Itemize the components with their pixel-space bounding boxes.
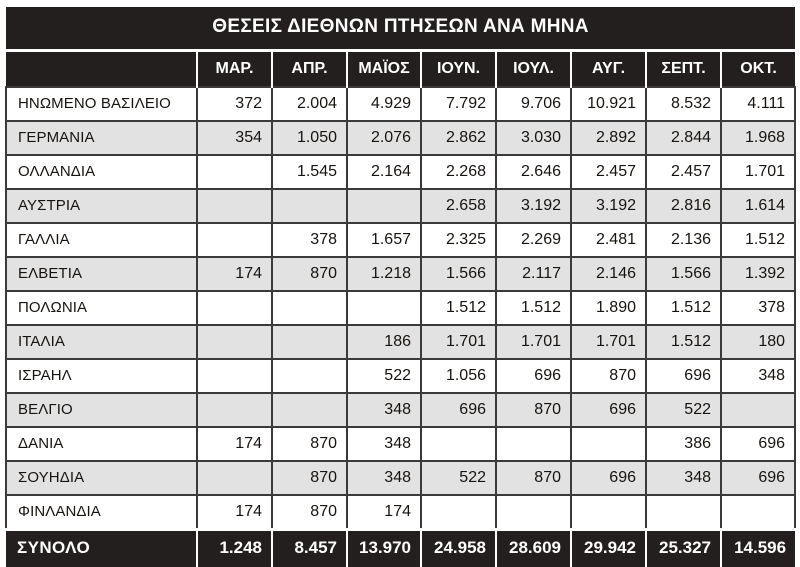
cell-seats: 2.646: [496, 155, 571, 189]
cell-seats: 1.056: [421, 359, 496, 393]
cell-seats: 7.792: [421, 87, 496, 121]
cell-seats: 2.457: [646, 155, 721, 189]
cell-seats: 174: [197, 427, 272, 461]
cell-seats: 696: [571, 393, 646, 427]
table-title-row: [6, 7, 795, 51]
row-label-country: ΑΥΣΤΡΙΑ: [6, 189, 197, 223]
cell-seats: 870: [272, 427, 347, 461]
table-row: [6, 495, 795, 530]
cell-seats: [272, 393, 347, 427]
table-row: [6, 325, 795, 359]
cell-seats: 1.050: [272, 121, 347, 155]
cell-seats: 696: [646, 359, 721, 393]
cell-seats: [197, 325, 272, 359]
cell-seats: [347, 189, 421, 223]
cell-seats: 696: [421, 393, 496, 427]
cell-seats: 4.929: [347, 87, 421, 121]
cell-seats: 870: [571, 359, 646, 393]
table-row: [6, 461, 795, 495]
cell-seats: 1.614: [721, 189, 795, 223]
cell-seats: 348: [347, 393, 421, 427]
cell-seats: 2.325: [421, 223, 496, 257]
cell-seats: 870: [272, 461, 347, 495]
cell-seats: 1.701: [421, 325, 496, 359]
cell-seats: 1.701: [496, 325, 571, 359]
table-row: [6, 223, 795, 257]
table-row: [6, 291, 795, 325]
cell-seats: 8.532: [646, 87, 721, 121]
cell-seats: [646, 495, 721, 530]
cell-seats: 1.657: [347, 223, 421, 257]
column-header-month: ΙΟΥΝ.: [421, 51, 496, 88]
cell-seats: 174: [197, 257, 272, 291]
total-cell-seats: 28.609: [496, 530, 571, 567]
cell-seats: 9.706: [496, 87, 571, 121]
column-header-month: ΣΕΠΤ.: [646, 51, 721, 88]
cell-seats: 1.218: [347, 257, 421, 291]
cell-seats: 3.192: [571, 189, 646, 223]
cell-seats: 1.701: [571, 325, 646, 359]
row-label-country: ΠΟΛΩΝΙΑ: [6, 291, 197, 325]
row-label-country: ΗΝΩΜΕΝΟ ΒΑΣΙΛΕΙΟ: [6, 87, 197, 121]
cell-seats: [197, 359, 272, 393]
row-label-country: ΓΑΛΛΙΑ: [6, 223, 197, 257]
cell-seats: 378: [272, 223, 347, 257]
cell-seats: 2.004: [272, 87, 347, 121]
cell-seats: [721, 393, 795, 427]
cell-seats: [571, 495, 646, 530]
row-label-country: ΙΤΑΛΙΑ: [6, 325, 197, 359]
column-header-month: ΜΑΪΟΣ: [347, 51, 421, 88]
cell-seats: 696: [571, 461, 646, 495]
cell-seats: 870: [272, 495, 347, 530]
column-header-month: ΜΑΡ.: [197, 51, 272, 88]
table-row: [6, 155, 795, 189]
cell-seats: 522: [646, 393, 721, 427]
total-cell-seats: 13.970: [347, 530, 421, 567]
cell-seats: [272, 291, 347, 325]
cell-seats: 354: [197, 121, 272, 155]
cell-seats: [421, 427, 496, 461]
cell-seats: 1.512: [646, 291, 721, 325]
cell-seats: [571, 427, 646, 461]
cell-seats: 2.164: [347, 155, 421, 189]
table-row: [6, 121, 795, 155]
cell-seats: [197, 461, 272, 495]
cell-seats: 870: [272, 257, 347, 291]
cell-seats: [496, 427, 571, 461]
cell-seats: 348: [347, 427, 421, 461]
table-header-row: [6, 51, 795, 88]
table-body: [6, 87, 795, 530]
column-header-month: ΑΥΓ.: [571, 51, 646, 88]
column-header-corner: [6, 51, 197, 88]
cell-seats: 1.512: [721, 223, 795, 257]
cell-seats: 2.658: [421, 189, 496, 223]
row-label-country: ΣΟΥΗΔΙΑ: [6, 461, 197, 495]
cell-seats: 10.921: [571, 87, 646, 121]
table-row: [6, 257, 795, 291]
table-row: [6, 393, 795, 427]
cell-seats: 696: [721, 427, 795, 461]
cell-seats: 2.076: [347, 121, 421, 155]
cell-seats: [272, 189, 347, 223]
flight-seats-table-container: [5, 7, 794, 528]
row-label-country: ΕΛΒΕΤΙΑ: [6, 257, 197, 291]
cell-seats: 386: [646, 427, 721, 461]
cell-seats: [347, 291, 421, 325]
table-row: [6, 87, 795, 121]
cell-seats: 378: [721, 291, 795, 325]
total-cell-seats: 29.942: [571, 530, 646, 567]
cell-seats: [197, 393, 272, 427]
cell-seats: 1.566: [646, 257, 721, 291]
cell-seats: 180: [721, 325, 795, 359]
column-header-month: ΑΠΡ.: [272, 51, 347, 88]
total-cell-seats: 25.327: [646, 530, 721, 567]
cell-seats: 1.512: [421, 291, 496, 325]
cell-seats: 4.111: [721, 87, 795, 121]
cell-seats: 1.512: [496, 291, 571, 325]
row-label-country: ΦΙΝΛΑΝΔΙΑ: [6, 495, 197, 530]
cell-seats: [197, 223, 272, 257]
cell-seats: 2.269: [496, 223, 571, 257]
cell-seats: 2.844: [646, 121, 721, 155]
cell-seats: 2.117: [496, 257, 571, 291]
cell-seats: 348: [646, 461, 721, 495]
row-label-country: ΟΛΛΑΝΔΙΑ: [6, 155, 197, 189]
column-header-month: ΙΟΥΛ.: [496, 51, 571, 88]
cell-seats: 372: [197, 87, 272, 121]
row-label-country: ΒΕΛΓΙΟ: [6, 393, 197, 427]
cell-seats: 696: [721, 461, 795, 495]
table-row: [6, 359, 795, 393]
total-label: ΣΥΝΟΛΟ: [6, 530, 197, 567]
cell-seats: 2.816: [646, 189, 721, 223]
cell-seats: [496, 495, 571, 530]
cell-seats: 174: [197, 495, 272, 530]
cell-seats: 2.862: [421, 121, 496, 155]
cell-seats: [197, 155, 272, 189]
column-header-month: ΟΚΤ.: [721, 51, 795, 88]
cell-seats: 870: [496, 393, 571, 427]
cell-seats: 2.136: [646, 223, 721, 257]
total-cell-seats: 14.596: [721, 530, 795, 567]
cell-seats: 2.481: [571, 223, 646, 257]
cell-seats: 348: [721, 359, 795, 393]
cell-seats: 522: [347, 359, 421, 393]
cell-seats: 2.146: [571, 257, 646, 291]
cell-seats: 348: [347, 461, 421, 495]
cell-seats: [197, 189, 272, 223]
cell-seats: 2.268: [421, 155, 496, 189]
table-foot: [6, 530, 795, 567]
table-row: [6, 189, 795, 223]
table-row: [6, 427, 795, 461]
cell-seats: 1.545: [272, 155, 347, 189]
total-cell-seats: 24.958: [421, 530, 496, 567]
cell-seats: 2.457: [571, 155, 646, 189]
cell-seats: 1.701: [721, 155, 795, 189]
cell-seats: 2.892: [571, 121, 646, 155]
table-head: [6, 7, 795, 87]
cell-seats: 1.392: [721, 257, 795, 291]
total-cell-seats: 8.457: [272, 530, 347, 567]
cell-seats: [421, 495, 496, 530]
cell-seats: 3.192: [496, 189, 571, 223]
cell-seats: [197, 291, 272, 325]
cell-seats: 1.512: [646, 325, 721, 359]
cell-seats: 186: [347, 325, 421, 359]
cell-seats: [272, 359, 347, 393]
cell-seats: 1.566: [421, 257, 496, 291]
page-title: ΘΕΣΕΙΣ ΔΙΕΘΝΩΝ ΠΤΗΣΕΩΝ ΑΝΑ ΜΗΝΑ: [6, 7, 795, 51]
cell-seats: 870: [496, 461, 571, 495]
cell-seats: 1.968: [721, 121, 795, 155]
row-label-country: ΔΑΝΙΑ: [6, 427, 197, 461]
total-cell-seats: 1.248: [197, 530, 272, 567]
cell-seats: 522: [421, 461, 496, 495]
cell-seats: 3.030: [496, 121, 571, 155]
cell-seats: 174: [347, 495, 421, 530]
cell-seats: [272, 325, 347, 359]
cell-seats: 696: [496, 359, 571, 393]
table-total-row: [6, 530, 795, 567]
cell-seats: 1.890: [571, 291, 646, 325]
cell-seats: [721, 495, 795, 530]
flight-seats-table: [5, 7, 796, 567]
row-label-country: ΓΕΡΜΑΝΙΑ: [6, 121, 197, 155]
row-label-country: ΙΣΡΑΗΛ: [6, 359, 197, 393]
